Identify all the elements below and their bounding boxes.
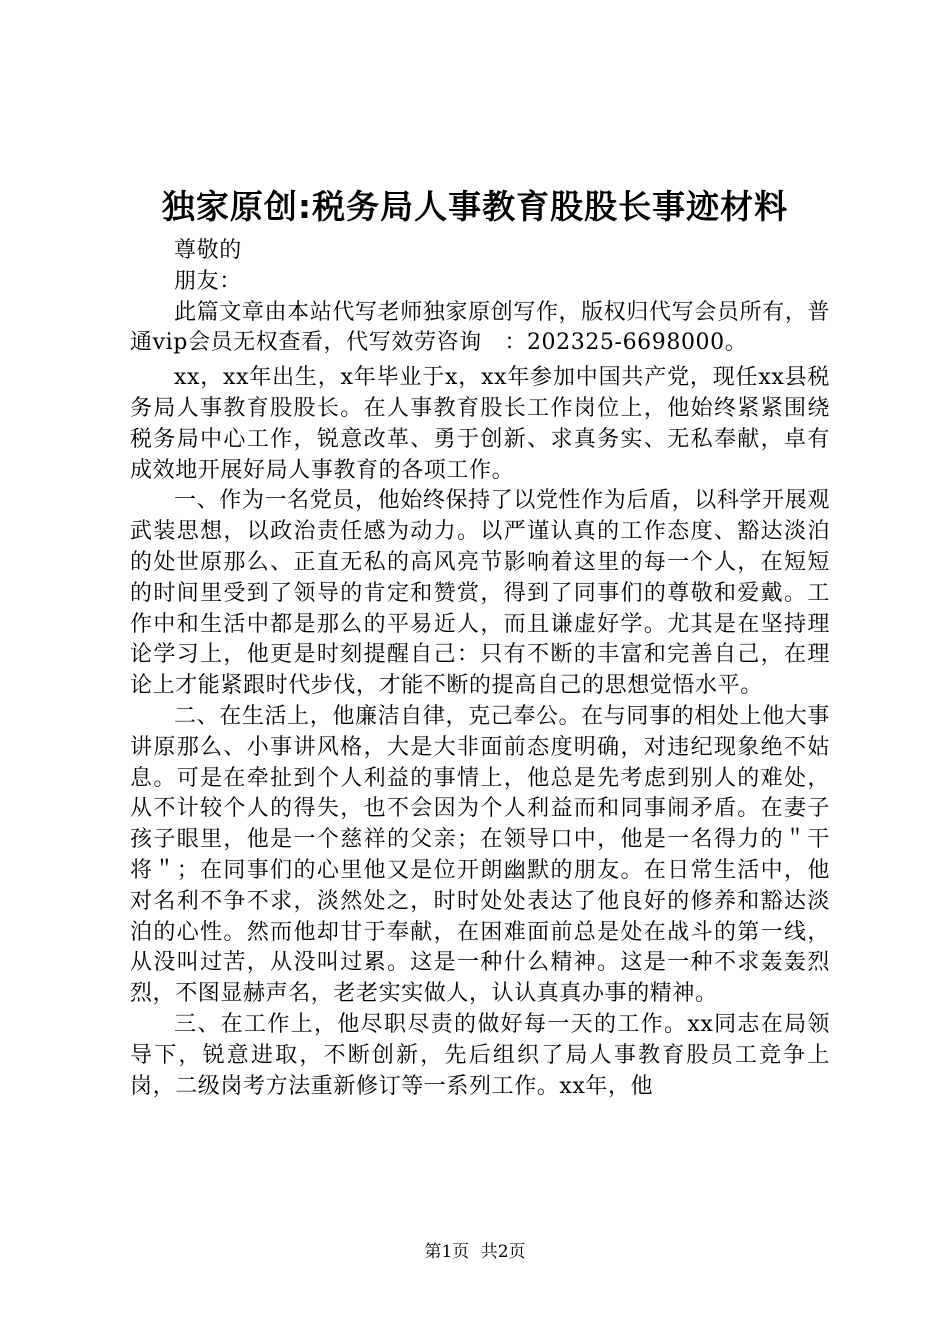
page-number: 第1页: [424, 1242, 470, 1262]
document-title: 独家原创:税务局人事教育股股长事迹材料: [161, 187, 789, 226]
page-footer: [0, 1240, 950, 1264]
intro-paragraph: xx，xx年出生，x年毕业于x，xx年参加中国共产党，现任xx县税务局人事教育股股长。在人事教育股长工作岗位上，他始终紧紧围绕税务局中心工作，锐意改革、勇于创新、求真务实、无私奉献，卓有成效地开展好局人事教育的各项工作。: [130, 365, 830, 483]
salutation-line-1: 尊敬的: [174, 238, 242, 263]
section-two-paragraph: 二、在生活上，他廉洁自律，克己奉公。在与同事的相处上他大事讲原那么、小事讲风格，大是大非面前态度明确，对违纪现象绝不姑息。可是在牵扯到个人利益的事情上，他总是先考虑到别人的难处，从不计较个人的得失，也不会因为个人利益而和同事闹矛盾。在妻子孩子眼里，他是一个慈祥的父亲；在领导口中，他是一名得力的＂干将＂；在同事们的心里他又是位开朗幽默的朋友。在日常生活中，他对名利不争不求，淡然处之，时时处处表达了他良好的修养和豁达淡泊的心性。然而他却甘于奉献，在困难面前总是处在战斗的第一线，从没叫过苦，从没叫过累。这是一种什么精神。这是一种不求轰轰烈烈，不图显赫声名，老老实实做人，认认真真办事的精神。: [130, 703, 830, 1007]
salutation-line-2: 朋友：: [174, 268, 242, 294]
page-total: 共2页: [480, 1242, 526, 1262]
section-one-paragraph: 一、作为一名党员，他始终保持了以党性作为后盾，以科学开展观武装思想，以政治责任感为动力。以严谨认真的工作态度、豁达淡泊的处世原那么、正直无私的高风亮节影响着这里的每一个人，在短短的时间里受到了领导的肯定和赞赏，得到了同事们的尊敬和爱戴。工作中和生活中都是那么的平易近人，而且谦虚好学。尤其是在坚持理论学习上，他更是时刻提醒自己：只有不断的丰富和完善自己，在理论上才能紧跟时代步伐，才能不断的提高自己的思想觉悟水平。: [130, 488, 830, 699]
section-three-paragraph: 三、在工作上，他尽职尽责的做好每一天的工作。xx同志在局领导下，锐意进取，不断创新，先后组织了局人事教育股员工竞争上岗，二级岗考方法重新修订等一系列工作。xx年，他: [130, 1011, 830, 1099]
copyright-notice-paragraph: 此篇文章由本站代写老师独家原创写作，版权归代写会员所有，普通vip会员无权查看，代写效劳咨询 ：202325-6698000。: [130, 299, 830, 356]
document-body: [130, 236, 830, 1102]
